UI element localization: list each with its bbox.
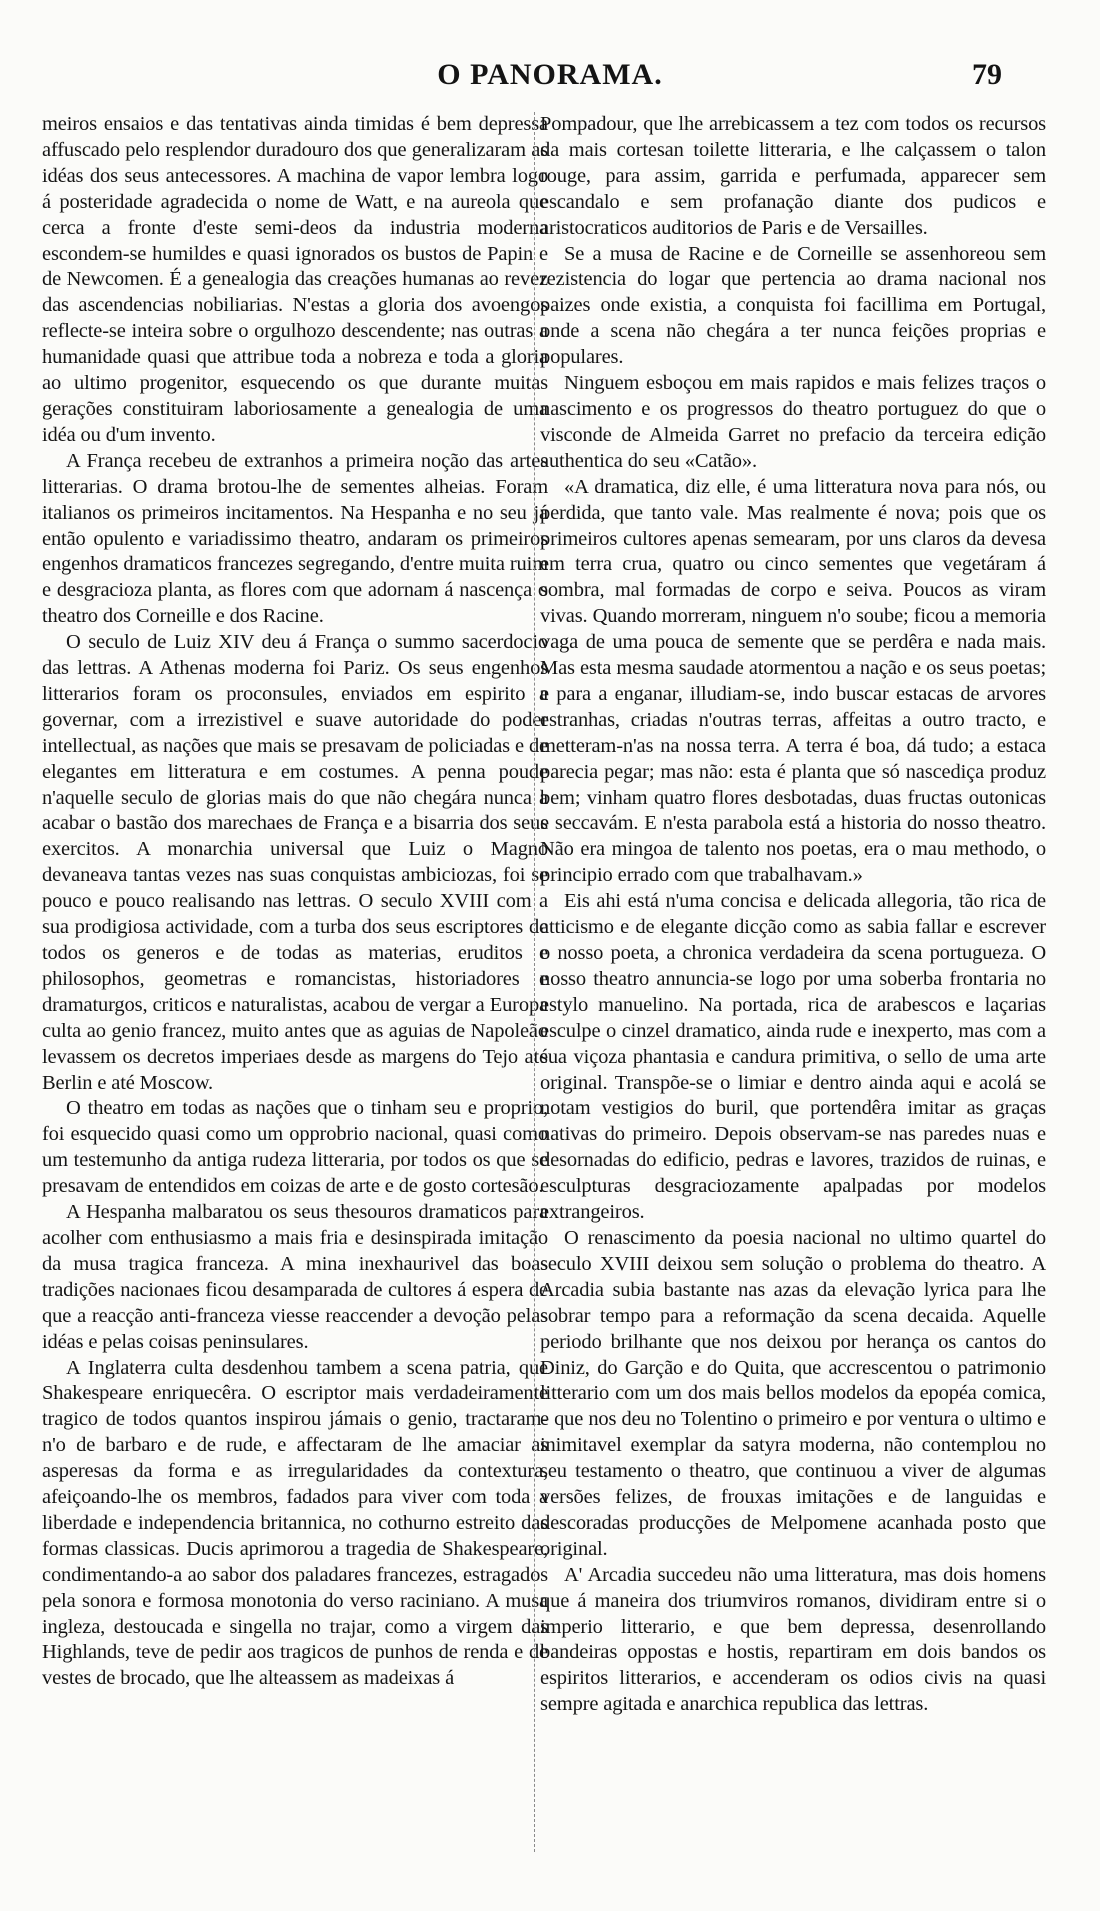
page-title: O PANORAMA. xyxy=(437,58,663,91)
page-number: 79 xyxy=(972,58,1002,91)
paragraph: Se a musa de Racine e de Corneille se assenhoreou sem rezistencia do logar que pertencia ao drama nacional nos paizes onde existia, a conquista foi facillima em Portugal, onde a scena não chegára a ter nunca feições proprias e populares. xyxy=(540,242,1046,369)
paragraph: O seculo de Luiz XIV deu á França o summo sacerdocio das lettras. A Athenas moderna foi Pariz. Os seus engenhos litterarios foram os proconsules, enviados em espirito a governar, com a irrezistivel e suave autoridade do poder intellectual, as nações que mais se presavam de policiadas e de elegantes em litteratura e em costumes. A penna poude n'aquelle seculo de glorias mais do que não chegára nunca a acabar o bastão dos marechaes de França e a bisarria dos seus exercitos. A monarchia universal que Luiz o Magno devaneava tantas vezes nas suas conquistas ambiciozas, foi se pouco e pouco realisando nas lettras. O seculo XVIII com a sua prodigiosa actividade, com a turba dos seus escriptores de todos os generos e de todas as materias, eruditos e philosophos, geometras e romancistas, historiadores e dramaturgos, criticos e naturalistas, acabou de vergar a Europa culta ao genio francez, muito antes que as aguias de Napoleão levassem os decretos imperiaes desde as margens do Tejo até Berlin e até Moscow. xyxy=(42,631,548,1094)
paragraph: A Hespanha malbaratou os seus thesouros dramaticos para acolher com enthusiasmo a mais fria e desinspirada imitação da musa tragica franceza. A mina inexhaurivel das boas tradições nacionaes ficou desamparada de cultores á espera de que a reacção anti-franceza viesse reaccender a devoção pelas idéas e pelas coisas peninsulares. xyxy=(42,1201,548,1353)
paragraph: Ninguem esboçou em mais rapidos e mais felizes traços o nascimento e os progressos do theatro portuguez do que o visconde de Almeida Garret no prefacio da terceira edição authentica do seu «Catão». xyxy=(540,372,1046,472)
paragraph: A Inglaterra culta desdenhou tambem a scena patria, que Shakespeare enriquecêra. O escriptor mais verdadeiramente tragico de todos quantos inspirou jámais o genio, tractaram-n'o de barbaro e de rude, e affectaram de lhe amaciar as asperesas da forma e as irregularidades da contextura, afeiçoando-lhe os membros, fadados para viver com toda a liberdade e independencia britannica, no cothurno estreito das formas classicas. Ducis aprimorou a tragedia de Shakespeare, condimentando-a ao sabor dos paladares francezes, estragados pela sonora e formosa monotonia do verso raciniano. A musa ingleza, destoucada e singella no trajar, como a virgem das Highlands, teve de pedir aos tragicos de punhos de renda e de vestes de brocado, que lhe alteassem as madeixas á xyxy=(42,1356,548,1690)
paragraph: O theatro em todas as nações que o tinham seu e proprio, foi esquecido quasi como um opprobrio nacional, quasi como um testemunho da antiga rudeza litteraria, por todos os que se presavam de entendidos em coizas de arte e de gosto cortesão. xyxy=(42,1097,548,1198)
column-divider xyxy=(534,112,535,1852)
left-column xyxy=(42,112,548,1692)
paragraph: Eis ahi está n'uma concisa e delicada allegoria, tão rica de atticismo e de elegante dicção como as sabia fallar e escrever o nosso poeta, a chronica verdadeira da scena portugueza. O nosso theatro annuncia-se logo por uma soberba frontaria no estylo manuelino. Na portada, rica de arabescos e laçarias esculpe o cinzel dramatico, ainda rude e inexperto, mas com a sua viçoza phantasia e candura primitiva, o sello de uma arte original. Transpõe-se o limiar e dentro ainda aqui e acolá se notam vestigios do buril, que portendêra imitar as graças nativas do primeiro. Depois observam-se nas paredes nuas e desornadas do edificio, pedras e lavores, trazidos de ruinas, e esculpturas desgraciozamente apalpadas por modelos extrangeiros. xyxy=(540,890,1046,1224)
paragraph: A' Arcadia succedeu não uma litteratura, mas dois homens que á maneira dos triumviros romanos, dividiram entre si o imperio litterario, e que bem depressa, desenrollando bandeiras oppostas e hostis, repartiram em dois bandos os espiritos litterarios, e accenderam os odios civis na quasi sempre agitada e anarchica republica das lettras. xyxy=(540,1563,1046,1716)
paragraph: Pompadour, que lhe arrebicassem a tez com todos os recursos da mais cortesan toilette litteraria, e lhe calçassem o talon rouge, para assim, garrida e perfumada, apparecer sem escandalo e sem profanação diante dos pudicos e aristocraticos auditorios de Paris e de Versailles. xyxy=(540,113,1046,239)
paragraph: meiros ensaios e das tentativas ainda timidas é bem depressa affuscado pelo resplendor duradouro dos que generalizaram as idéas dos seus antecessores. A machina de vapor lembra logo á posteridade agradecida o nome de Watt, e na aureola que cerca a fronte d'este semi-deos da industria moderna escondem-se humildes e quasi ignorados os bustos de Papin e de Newcomen. É a genealogia das creações humanas ao revez das ascendencias nobiliarias. N'estas a gloria dos avoengos reflecte-se inteira sobre o orgulhozo descendente; nas outras a humanidade quasi que attribue toda a nobreza e toda a gloria ao ultimo progenitor, esquecendo os que durante muitas gerações constituiram laboriosamente a genealogia de uma idéa ou d'um invento. xyxy=(42,113,548,446)
running-head xyxy=(0,58,1100,102)
paragraph: A França recebeu de extranhos a primeira noção das artes litterarias. O drama brotou-lhe de sementes alheias. Foram italianos os primeiros incitamentos. Na Hespanha e no seu já então opulento e variadissimo theatro, andaram os primeiros engenhos dramaticos francezes segregando, d'entre muita ruim e desgracioza planta, as flores com que adornam á nascença o theatro dos Corneille e dos Racine. xyxy=(42,449,548,628)
paragraph: O renascimento da poesia nacional no ultimo quartel do seculo XVIII deixou sem solução o problema do theatro. A Arcadia subia bastante nas azas da elevação lyrica para lhe sobrar tempo para a reformação da scena decaida. Aquelle periodo brilhante que nos deixou por herança os cantos do Diniz, do Garção e do Quita, que accrescentou o patrimonio litterario com um dos mais bellos modelos da epopéa comica, e que nos deu no Tolentino o primeiro e por ventura o ultimo e inimitavel exemplar da satyra moderna, não contemplou no seu testamento o theatro, que continuou a viver de algumas versões felizes, de frouxas imitações e de languidas e descoradas producções de Melpomene acanhada posto que original. xyxy=(540,1226,1046,1560)
paragraph: «A dramatica, diz elle, é uma litteratura nova para nós, ou perdida, que tanto vale. Mas realmente é nova; pois que os primeiros cultores apenas semearam, por uns claros da devesa em terra crua, quatro ou cinco sementes que vegetáram á sombra, mal formadas de corpo e seiva. Poucos as viram vivas. Quando morreram, ninguem n'o soube; ficou a memoria vaga de uma pouca de semente que se perdêra e nada mais. Mas esta mesma saudade atormentou a nação e os seus poetas; e para a enganar, illudiam-se, indo buscar estacas de arvores estranhas, criadas n'outras terras, affeitas a outro tracto, e metteram-n'as na nossa terra. A terra é boa, dá tudo; a estaca parecia pegar; mas não: esta é planta que só nascediça produz bem; vinham quatro flores desbotadas, duas fructas outonicas e seccavám. E n'esta parabola está a historia do nosso theatro. Não era mingoa de talento nos poetas, era o mau methodo, o principio errado com que trabalhavam.» xyxy=(540,475,1046,887)
right-column xyxy=(540,112,1046,1718)
